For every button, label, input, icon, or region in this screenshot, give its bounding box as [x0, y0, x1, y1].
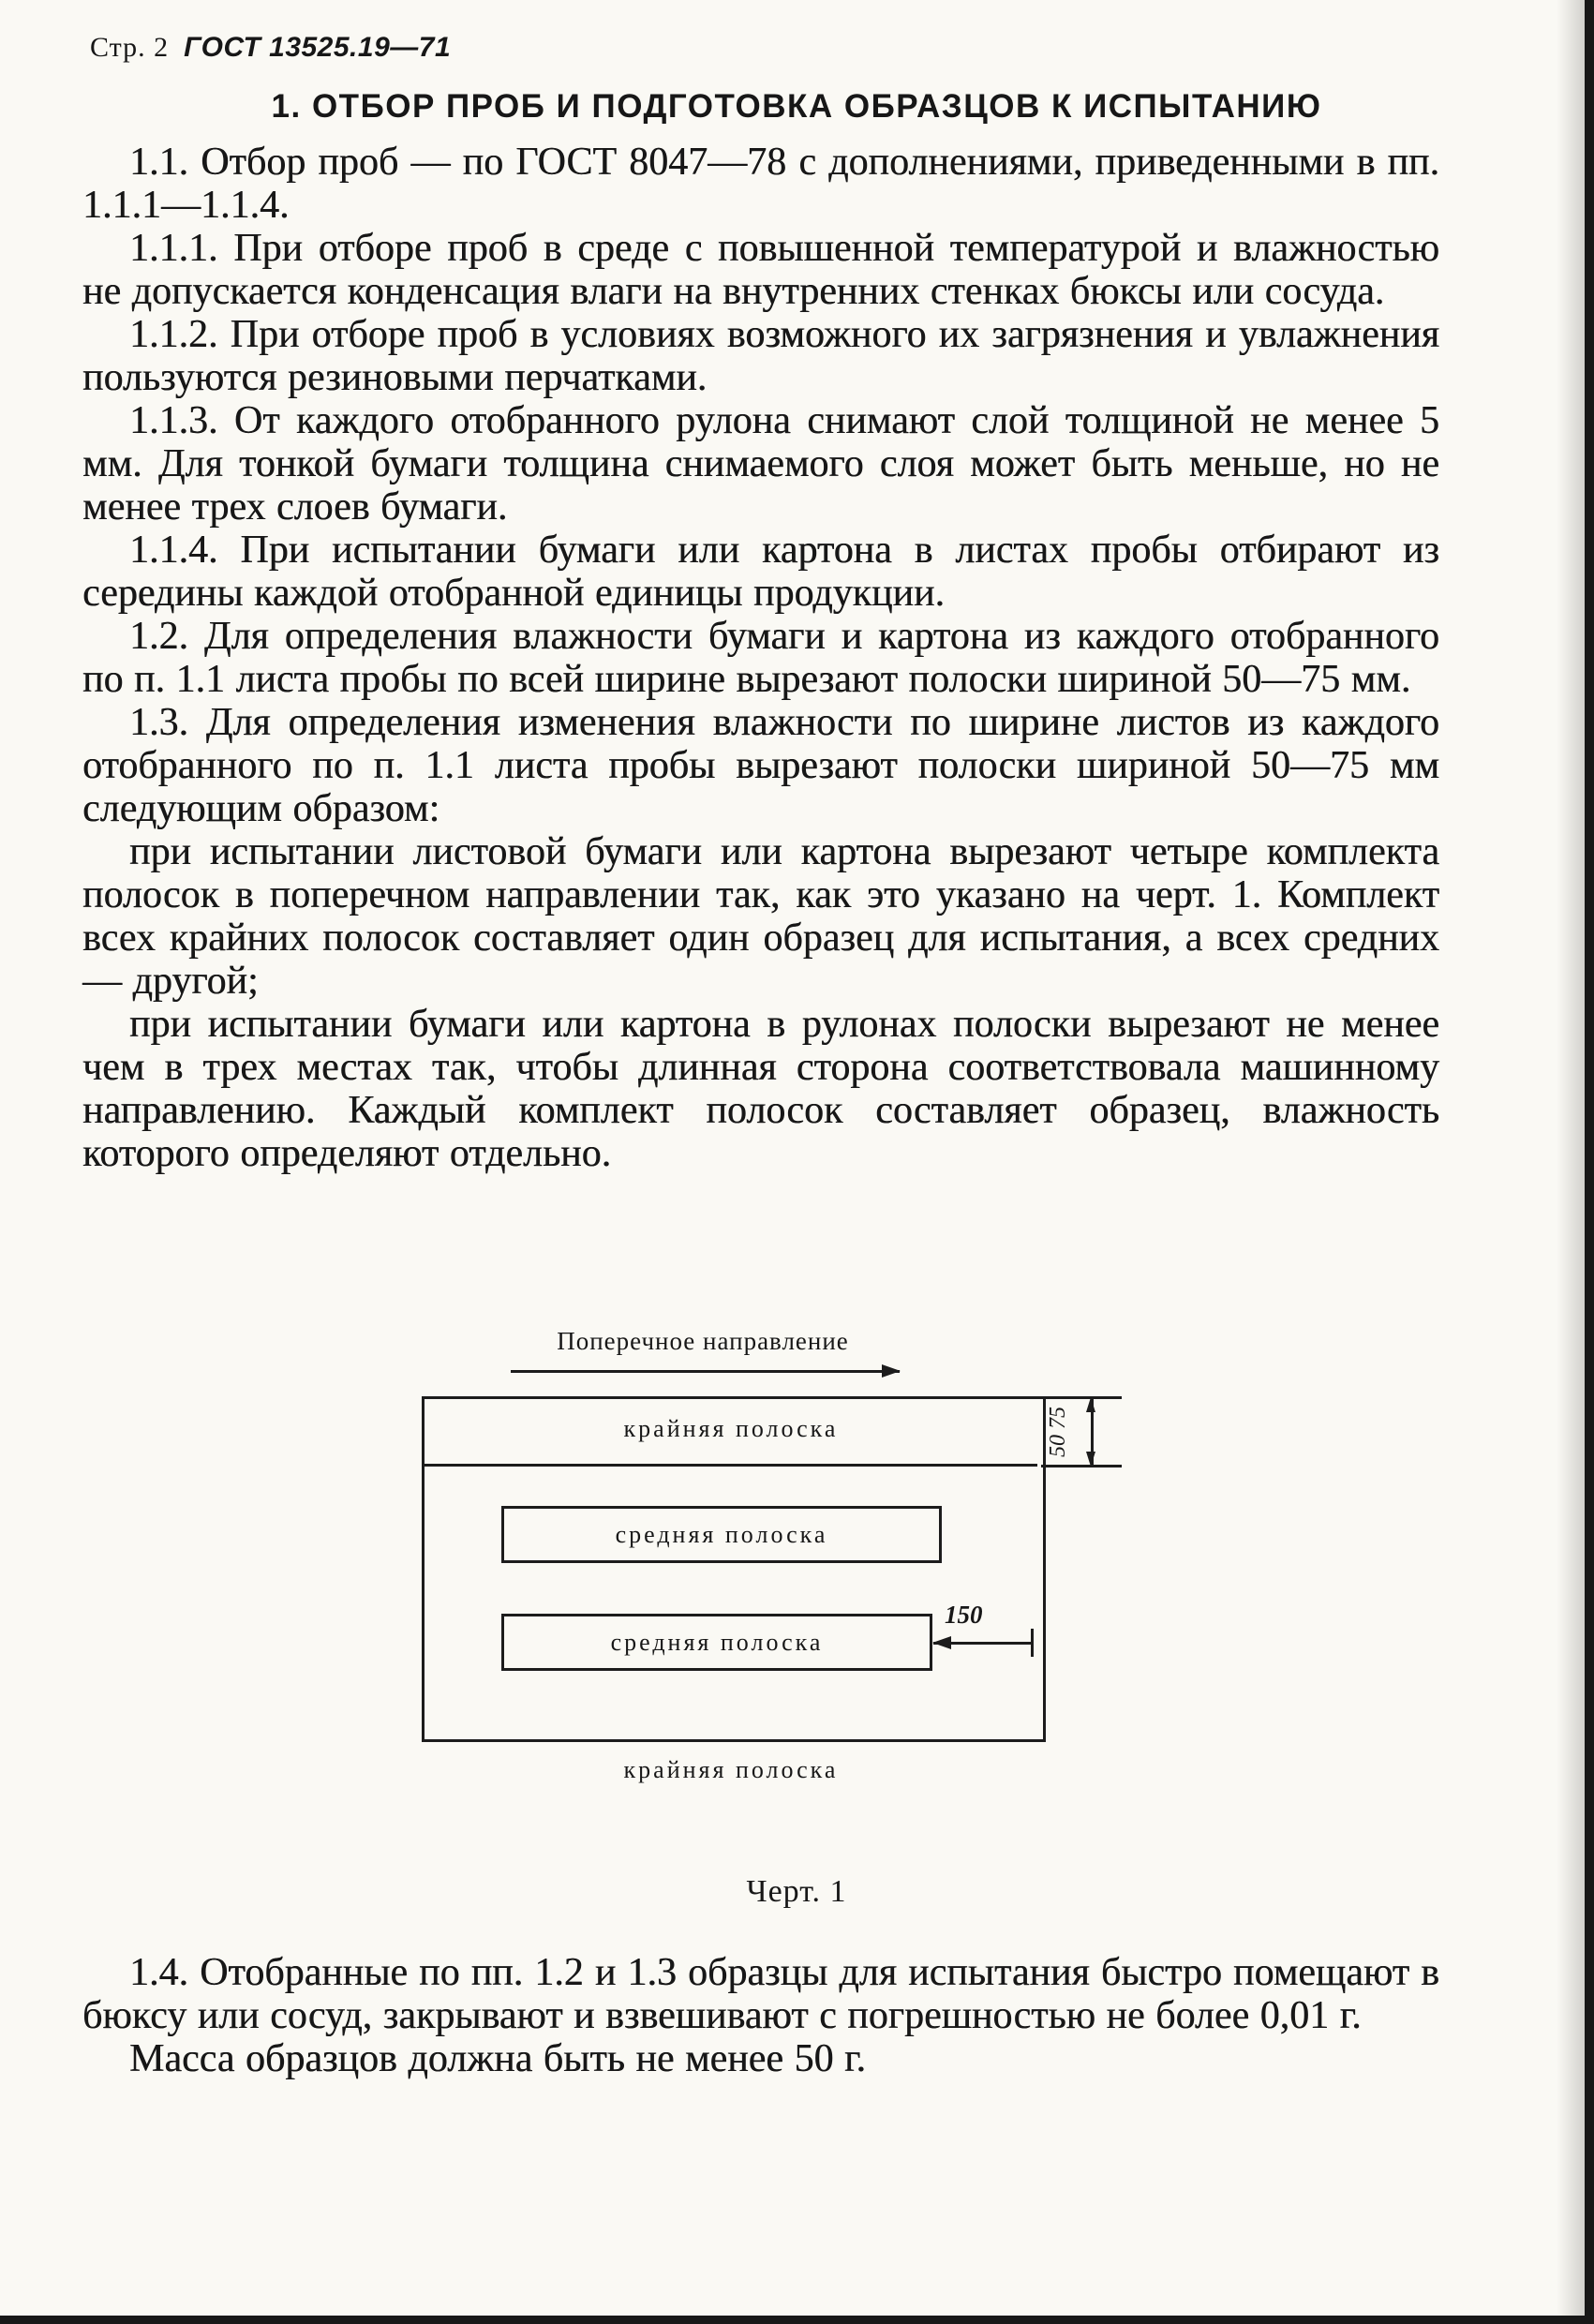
- footer-text: [82, 1951, 1439, 2080]
- scan-shadow-right: [1557, 0, 1585, 2324]
- cross-direction-label: Поперечное направление: [557, 1327, 849, 1355]
- middle-strip-1-label: средняя полоска: [615, 1520, 828, 1548]
- doc-number: ГОСТ 13525.19—71: [184, 32, 452, 63]
- paragraph-sample-mass: Масса образцов должна быть не менее 50 г.: [129, 2037, 866, 2080]
- strip-length-dimension-line: [933, 1642, 1033, 1645]
- middle-strip-2: [501, 1614, 932, 1671]
- arrowhead-down-icon: [1086, 1452, 1095, 1467]
- arrowhead-right-icon: [882, 1364, 901, 1378]
- sheet-outline: [422, 1396, 1046, 1742]
- paragraph-1-1: 1.1. Отбор проб — по ГОСТ 8047—78 с дополнениями, приведенными в пп. 1.1.1—1.1.4.: [82, 141, 1439, 227]
- paragraph-1-4: 1.4. Отобранные по пп. 1.2 и 1.3 образцы для испытания быстро помещают в бюксу или сосуд, закрывают и взвешивают с погрешностью не более 0,01 г.: [82, 1951, 1439, 2037]
- paragraph-1-1-4: 1.1.4. При испытании бумаги или картона в листах пробы отбирают из середины каждой отобранной единицы продукции.: [82, 529, 1439, 615]
- middle-strip-2-label: средняя полоска: [610, 1628, 824, 1656]
- paragraph-1-3: 1.3. Для определения изменения влажности по ширине листов из каждого отобранного по п. 1.1 листа пробы вырезают полоски шириной 50—75 мм следующим образом:: [82, 701, 1439, 830]
- bottom-strip-label: крайняя полоска: [623, 1756, 839, 1783]
- strip-length-dimension-label: 150: [945, 1601, 983, 1629]
- page-header: [90, 32, 451, 64]
- cross-direction-arrow: [511, 1370, 900, 1373]
- paragraph-1-3-roll: при испытании бумаги или картона в рулонах полоски вырезают не менее чем в трех местах так, чтобы длинная сторона соответствовала машинному направлению. Каждый комплект полосок составляет образец, влажность которого определяют отдельно.: [82, 1003, 1439, 1175]
- arrowhead-up-icon: [1086, 1397, 1095, 1412]
- top-strip-divider-line: [425, 1464, 1037, 1467]
- paragraph-1-1-2: 1.1.2. При отборе проб в условиях возможного их загрязнения и увлажнения пользуются резиновыми перчатками.: [82, 313, 1439, 399]
- paragraph-1-3-sheet: при испытании листовой бумаги или картона вырезают четыре комплекта полосок в поперечном направлении так, как это указано на черт. 1. Комплект всех крайних полосок составляет один образец для испытания, а всех средних — другой;: [82, 830, 1439, 1003]
- figure-caption: Черт. 1: [746, 1874, 847, 1909]
- arrowhead-left-icon: [932, 1636, 951, 1649]
- paragraph-1-1-3: 1.1.3. От каждого отобранного рулона снимают слой толщиной не менее 5 мм. Для тонкой бумаги толщина снимаемого слоя может быть меньше, но не менее трех слоев бумаги.: [82, 399, 1439, 529]
- strip-length-dimension-tick: [1031, 1629, 1034, 1657]
- scan-edge-right: [1585, 0, 1594, 2324]
- scan-edge-bottom: [0, 2316, 1594, 2324]
- paragraph-1-1-1: 1.1.1. При отборе проб в среде с повышенной температурой и влажностью не допускается конденсация влаги на внутренних стенках бюксы или сосуда.: [82, 227, 1439, 313]
- strip-width-dimension-label: 50 75: [1046, 1407, 1070, 1457]
- paragraph-1-2: 1.2. Для определения влажности бумаги и картона из каждого отобранного по п. 1.1 листа пробы по всей ширине вырезают полоски шириной 50—75 мм.: [82, 615, 1439, 701]
- figure-sampling-diagram: [422, 1319, 1153, 1854]
- top-strip-label: крайняя полоска: [623, 1415, 839, 1442]
- strip-width-dimension-line: [1091, 1399, 1094, 1465]
- middle-strip-1: [501, 1506, 942, 1563]
- body-text: [82, 141, 1439, 1175]
- section-title: 1. ОТБОР ПРОБ И ПОДГОТОВКА ОБРАЗЦОВ К ИСПЫТАНИЮ: [271, 88, 1322, 125]
- page-number: Стр. 2: [90, 32, 170, 63]
